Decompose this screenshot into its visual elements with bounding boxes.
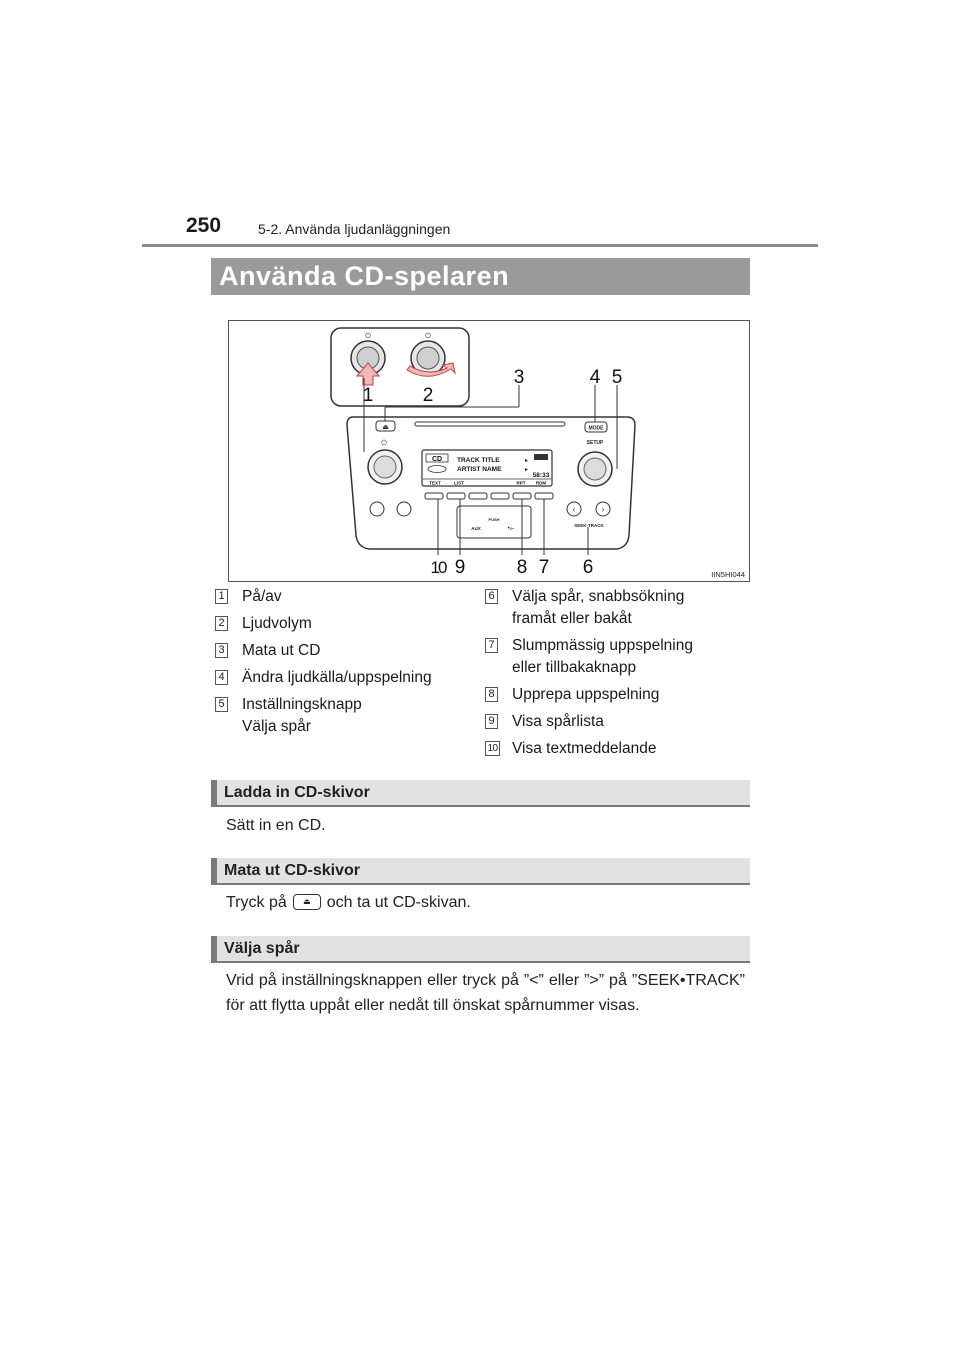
running-header: 5-2. Använda ljudanläggningen xyxy=(258,221,451,237)
cd-slot xyxy=(415,422,565,426)
svg-text:▸: ▸ xyxy=(525,458,529,464)
legend-number: 8 xyxy=(485,687,498,702)
callout-4: 4 xyxy=(589,367,601,388)
svg-text:›: › xyxy=(601,505,605,514)
legend-text: Ljudvolym xyxy=(242,615,312,632)
figure-code: IIN5HI044 xyxy=(711,570,745,579)
svg-text:ARTIST NAME: ARTIST NAME xyxy=(457,466,502,473)
svg-text:AUX: AUX xyxy=(471,526,481,531)
svg-text:⏏: ⏏ xyxy=(382,424,389,431)
legend-item xyxy=(215,586,465,608)
audio-unit-figure xyxy=(228,320,750,582)
legend-text: Visa textmeddelande xyxy=(512,740,657,757)
subheading-eject: Mata ut CD-skivor xyxy=(211,858,750,885)
legend-item xyxy=(485,586,750,630)
svg-text:LIST: LIST xyxy=(454,480,464,486)
legend-text: Slumpmässig uppspelning eller tillbakaknapp xyxy=(512,637,693,676)
legend-text: Mata ut CD xyxy=(242,642,321,659)
svg-text:MODE: MODE xyxy=(588,425,604,432)
callout-7: 7 xyxy=(538,557,550,578)
svg-text:•⟜: •⟜ xyxy=(507,526,515,532)
svg-text:RDM: RDM xyxy=(535,480,547,486)
legend-text: På/av xyxy=(242,588,282,605)
legend-number: 7 xyxy=(485,638,498,653)
svg-text:CD: CD xyxy=(431,456,443,463)
callout-10: 10 xyxy=(430,558,446,577)
callout-2: 2 xyxy=(422,385,434,406)
callout-6: 6 xyxy=(582,557,594,578)
svg-text:PUSH: PUSH xyxy=(488,517,500,522)
aux-usb-cover xyxy=(457,506,531,538)
legend-text: Ändra ljudkälla/uppspelning xyxy=(242,669,432,686)
legend-item xyxy=(215,667,465,689)
callout-8: 8 xyxy=(516,557,528,578)
legend-text: Välja spår, snabbsökning framåt eller bakåt xyxy=(512,588,685,627)
eject-text-after: och ta ut CD-skivan. xyxy=(326,894,471,911)
phone-end-button xyxy=(397,502,411,516)
legend-text: Inställningsknapp Välja spår xyxy=(242,696,362,735)
eject-paragraph xyxy=(226,890,745,915)
callout-9: 9 xyxy=(454,557,466,578)
legend-number: 4 xyxy=(215,670,228,685)
phone-button xyxy=(370,502,384,516)
subheading-load: Ladda in CD-skivor xyxy=(211,780,750,807)
legend-item xyxy=(485,635,750,679)
svg-text:⏻: ⏻ xyxy=(381,440,387,447)
select-text: Vrid på inställningsknappen eller tryck på ”<” eller ”>” på ”SEEK•TRACK” för att flytta uppåt eller nedåt till önskat spårnummer visas. xyxy=(226,972,745,1014)
callout-1: 1 xyxy=(362,385,374,406)
legend-item xyxy=(215,613,465,635)
radio-panel xyxy=(347,417,635,549)
svg-text:58:33: 58:33 xyxy=(532,472,550,479)
legend-item xyxy=(215,640,465,662)
legend-item xyxy=(215,694,465,738)
svg-text:RPT: RPT xyxy=(516,480,526,486)
subheading-select: Välja spår xyxy=(211,936,750,963)
power-icon-2: ⏻ xyxy=(425,333,431,340)
page-number: 250 xyxy=(186,214,222,237)
legend-text: Upprepa uppspelning xyxy=(512,686,660,703)
legend-left xyxy=(215,586,465,743)
svg-text:SEEK·TRACK: SEEK·TRACK xyxy=(574,523,604,528)
legend-number: 2 xyxy=(215,616,228,631)
header-rule xyxy=(142,244,818,247)
legend-item xyxy=(485,684,750,706)
legend-item xyxy=(485,738,750,760)
legend-number: 3 xyxy=(215,643,228,658)
svg-text:SETUP: SETUP xyxy=(586,440,604,446)
legend-text: Visa spårlista xyxy=(512,713,604,730)
legend-number: 6 xyxy=(485,589,498,604)
svg-text:TRACK TITLE: TRACK TITLE xyxy=(457,457,500,464)
svg-text:‹: ‹ xyxy=(572,505,576,514)
eject-key-icon: ⏏ xyxy=(293,894,321,910)
legend-number: 10 xyxy=(485,741,500,756)
callout-5: 5 xyxy=(611,367,623,388)
eject-text-before: Tryck på xyxy=(226,894,287,911)
legend-number: 5 xyxy=(215,697,228,712)
callout-3: 3 xyxy=(513,367,525,388)
legend-number: 1 xyxy=(215,589,228,604)
legend-right xyxy=(485,586,750,765)
svg-text:TEXT: TEXT xyxy=(429,480,441,486)
knob-inset xyxy=(331,328,469,406)
section-title: Använda CD-spelaren xyxy=(211,258,750,295)
power-icon: ⏻ xyxy=(365,333,371,340)
legend-number: 9 xyxy=(485,714,498,729)
load-text: Sätt in en CD. xyxy=(226,817,326,834)
legend-item xyxy=(485,711,750,733)
svg-text:▸: ▸ xyxy=(525,467,529,473)
